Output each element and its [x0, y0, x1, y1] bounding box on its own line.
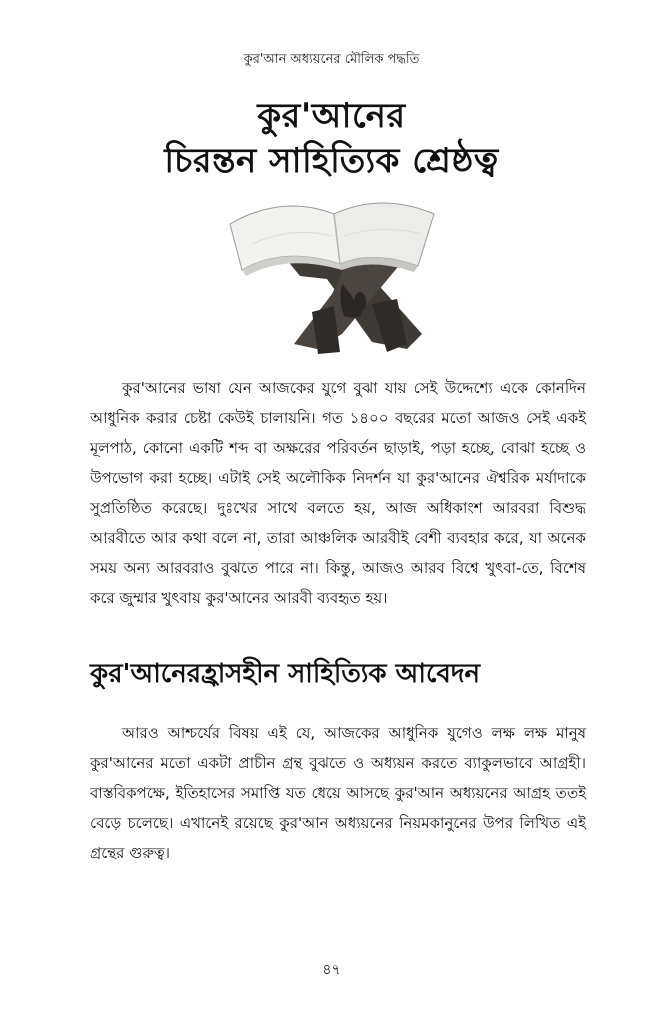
paragraph-literary-excellence: [90, 373, 586, 613]
paragraph-1-text: কুর'আনের ভাষা যেন আজকের যুগে বুঝা যায় সেই উদ্দেশ্যে একে কোনদিন আধুনিক করার চেষ্টা কেউই চালায়নি। গত ১৪০০ বছরের মতো আজও সেই একই মূলপাঠ, কোনো একটি শব্দ বা অক্ষরের পরিবর্তন ছাড়াই, পড়া হচ্ছে, বোঝা হচ্ছে ও উপভোগ করা হচ্ছে। এটাই সেই অলৌকিক নিদর্শন যা কুর'আনের ঐশ্বরিক মর্যাদাকে সুপ্রতিষ্ঠিত করেছে। দুঃখের সাথে বলতে হয়, আজ অধিকাংশ আরবরা বিশুদ্ধ আরবীতে আর কথা বলে না, তারা আঞ্চলিক আরবীই বেশী ব্যবহার করে, যা অনেক সময় অন্য আরবরাও বুঝতে পারে না। কিন্তু, আজও আরব বিশ্বে খুৎবা-তে, বিশেষ করে জুম্মার খুৎবায় কুর'আনের আরবী ব্যবহৃত হয়।: [90, 379, 586, 607]
running-header: কুর'আন অধ্যয়নের মৌলিক পদ্ধতি: [243, 52, 420, 67]
page-number: ৪৭: [322, 962, 341, 978]
paragraph-2-text: আরও আশ্চর্যের বিষয় এই যে, আজকের আধুনিক যুগেও লক্ষ লক্ষ মানুষ কুর'আনের মতো একটা প্রাচীন গ্রন্থ বুঝতে ও অধ্যয়ন করতে ব্যাকুলভাবে আগ্রহী। বাস্তবিকপক্ষে, ইতিহাসের সমাপ্তি যত ধেয়ে আসছে কুর'আন অধ্যয়নের আগ্রহ ততই বেড়ে চলেছে। এখানেই রয়েছে কুর'আন অধ্যয়নের নিয়মকানুনের উপর লিখিত এই গ্রন্থের গুরুত্ব।: [90, 724, 586, 862]
paragraph-timeless-appeal: [90, 718, 586, 868]
open-book: [230, 203, 434, 276]
quran-stand-illustration: [222, 184, 442, 359]
chapter-title-line-1: কুর'আনের: [257, 96, 406, 136]
section-heading: কুর'আনেরহ্রাসহীন সাহিত্যিক আবেদন: [90, 659, 481, 689]
chapter-title-line-2: চিরন্তন সাহিত্যিক শ্রেষ্ঠত্ব: [164, 141, 499, 181]
chapter-title: [0, 94, 663, 184]
